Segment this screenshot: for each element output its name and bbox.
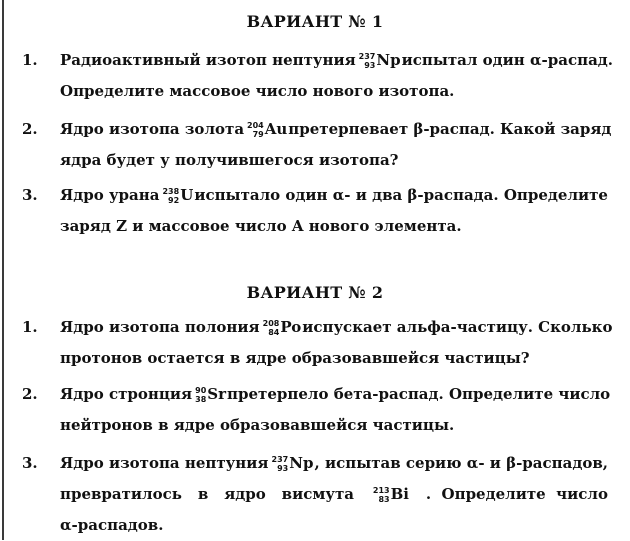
charge-number: 93 — [364, 60, 376, 70]
charge-number: 38 — [195, 394, 207, 404]
mass-number: 237 — [271, 454, 289, 464]
element-symbol: Po — [280, 318, 302, 336]
v1-problem-2 — [22, 114, 612, 176]
problem-text: заряд Z и массовое число A нового элемента. — [60, 217, 462, 235]
problem-text: испытало один α- и два β-распада. Определите — [194, 186, 608, 204]
charge-number: 84 — [268, 327, 280, 337]
mass-number: 208 — [262, 318, 280, 328]
charge-number: 79 — [252, 129, 264, 139]
problem-text: Ядро изотопа золота — [60, 120, 245, 138]
element-symbol: Np — [376, 51, 401, 69]
element-symbol: Au — [264, 120, 288, 138]
problem-text: , испытав серию α- и β-распадов, — [314, 454, 608, 472]
problem-line — [60, 312, 613, 343]
mass-number: 213 — [372, 485, 390, 495]
problem-line — [60, 180, 608, 211]
problem-text: Определите массовое число нового изотопа. — [60, 82, 455, 100]
problem-word: превратилось — [60, 485, 182, 503]
charge-number: 93 — [277, 463, 289, 473]
v1-problem-1 — [22, 45, 614, 107]
variant-2-title: ВАРИАНТ № 2 — [246, 283, 384, 302]
problem-text: испускает альфа-частицу. Сколько — [302, 318, 613, 336]
charge-number: 83 — [378, 494, 390, 504]
problem-number: 2. — [22, 385, 38, 403]
nuclide-u-238 — [162, 180, 193, 211]
problem-number: 2. — [22, 120, 38, 138]
nuclide-bi-213 — [373, 479, 409, 510]
charge-number: 92 — [168, 195, 180, 205]
variant-1-title: ВАРИАНТ № 1 — [246, 12, 384, 31]
problem-text: Ядро изотопа нептуния — [60, 454, 269, 472]
problem-line — [60, 45, 614, 76]
problem-text: испытал один α-распад. — [401, 51, 614, 69]
problem-text: . Определите число — [425, 485, 608, 503]
problem-text: Радиоактивный изотоп нептуния — [60, 51, 356, 69]
v2-problem-1 — [22, 312, 613, 374]
problem-line — [60, 114, 612, 145]
mass-number: 90 — [195, 385, 207, 395]
element-symbol: U — [180, 186, 194, 204]
problem-text: Ядро урана — [60, 186, 160, 204]
v2-problem-3 — [22, 448, 608, 541]
problem-number: 3. — [22, 186, 38, 204]
mass-number: 204 — [247, 120, 264, 130]
problem-number: 1. — [22, 318, 38, 336]
element-symbol: Bi — [390, 485, 409, 503]
problem-number: 1. — [22, 51, 38, 69]
problem-word: в — [197, 485, 209, 503]
element-symbol: Np — [289, 454, 314, 472]
mass-number: 238 — [162, 186, 180, 196]
nuclide-sr-90 — [195, 379, 226, 410]
v1-problem-3 — [22, 180, 608, 242]
nuclide-np-237 — [359, 45, 401, 76]
problem-number: 3. — [22, 454, 38, 472]
nuclide-po-208 — [263, 312, 302, 343]
problem-text: претерпевает β-распад. Какой заряд — [288, 120, 612, 138]
problem-text: Ядро изотопа полония — [60, 318, 260, 336]
problem-line — [60, 379, 611, 410]
problem-text: претерпело бета-распад. Определите число — [227, 385, 611, 403]
nuclide-np-237 — [272, 448, 314, 479]
problem-text: α-распадов. — [60, 516, 164, 534]
problem-text: протонов остается в ядре образовавшейся частицы? — [60, 349, 530, 367]
mass-number: 237 — [358, 51, 376, 61]
problem-line — [60, 479, 608, 510]
problem-line — [60, 448, 608, 479]
nuclide-au-204 — [247, 114, 287, 145]
problem-text: ядра будет у получившегося изотопа? — [60, 151, 399, 169]
v2-problem-2 — [22, 379, 611, 441]
problem-text: нейтронов в ядре образовавшейся частицы. — [60, 416, 455, 434]
problem-word: висмута — [281, 485, 354, 503]
element-symbol: Sr — [207, 385, 227, 403]
problem-text: Ядро стронция — [60, 385, 193, 403]
problem-word: ядро — [224, 485, 266, 503]
